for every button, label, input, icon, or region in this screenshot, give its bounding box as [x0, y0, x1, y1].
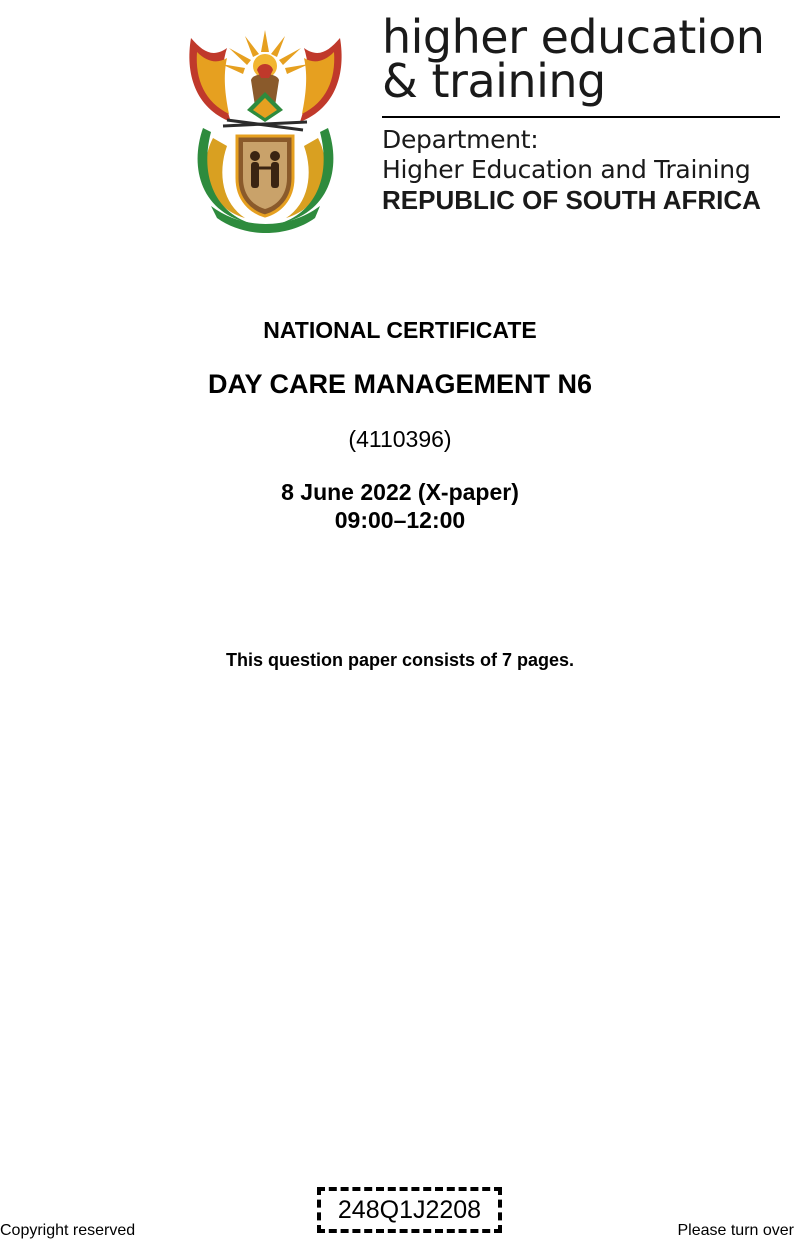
- coat-of-arms-emblem: [183, 18, 348, 233]
- department-brand: [382, 10, 782, 108]
- copyright-notice: Copyright reserved: [0, 1222, 136, 1239]
- exam-time: 09:00–12:00: [334, 507, 466, 533]
- certificate-title: NATIONAL CERTIFICATE: [263, 317, 537, 343]
- brand-line-higher-education: higher education: [382, 10, 765, 64]
- subject-title: DAY CARE MANAGEMENT N6: [207, 369, 593, 399]
- department-name: Higher Education and Training: [382, 155, 751, 184]
- paper-code-box: 248Q1J2208: [317, 1187, 502, 1233]
- turn-over-notice: Please turn over: [677, 1222, 794, 1239]
- department-label: Department:: [382, 125, 539, 154]
- department-block: [382, 125, 792, 215]
- subject-code: (4110396): [348, 426, 452, 452]
- exam-date: 8 June 2022 (X-paper): [281, 479, 519, 505]
- country-name: REPUBLIC OF SOUTH AFRICA: [382, 185, 761, 215]
- page-count-note: This question paper consists of 7 pages.: [225, 650, 575, 670]
- brand-line-training: & training: [382, 54, 606, 108]
- brand-divider: [382, 116, 780, 118]
